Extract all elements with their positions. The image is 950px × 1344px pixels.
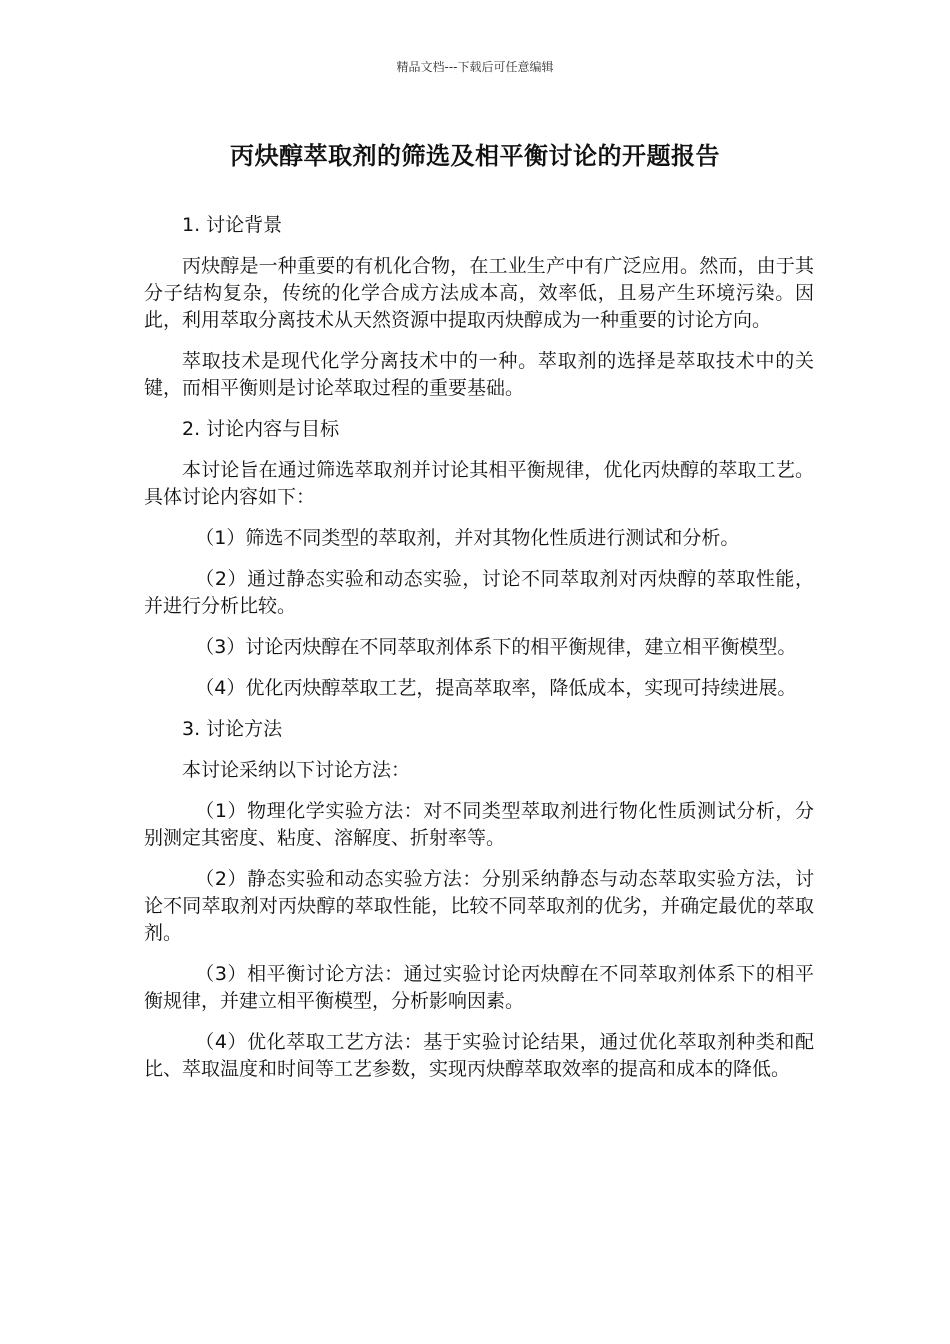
page-header: 精品文档---下载后可任意编辑 (396, 60, 554, 74)
document-title: 丙炔醇萃取剂的筛选及相平衡讨论的开题报告 (230, 142, 720, 170)
list-item: （4）优化萃取工艺方法：基于实验讨论结果，通过优化萃取剂种类和配比、萃取温度和时间等工艺参数，实现丙炔醇萃取效率的提高和成本的降低。 (144, 1031, 814, 1080)
paragraph: 萃取技术是现代化学分离技术中的一种。萃取剂的选择是萃取技术中的关键，而相平衡则是讨论萃取过程的重要基础。 (144, 350, 814, 399)
list-item: （1）筛选不同类型的萃取剂，并对其物化性质进行测试和分析。 (195, 527, 740, 549)
list-item: （2）通过静态实验和动态实验，讨论不同萃取剂对丙炔醇的萃取性能，并进行分析比较。 (144, 568, 814, 617)
paragraph: 本讨论旨在通过筛选萃取剂并讨论其相平衡规律，优化丙炔醇的萃取工艺。具体讨论内容如下： (144, 459, 814, 508)
paragraph: 丙炔醇是一种重要的有机化合物，在工业生产中有广泛应用。然而，由于其分子结构复杂，传统的化学合成方法成本高，效率低，且易产生环境污染。因此，利用萃取分离技术从天然资源中提取丙炔醇成为一种重要的讨论方向。 (144, 255, 814, 331)
list-item: （3）讨论丙炔醇在不同萃取剂体系下的相平衡规律，建立相平衡模型。 (195, 636, 797, 658)
list-item: （4）优化丙炔醇萃取工艺，提高萃取率，降低成本，实现可持续进展。 (195, 677, 797, 699)
document-body (144, 212, 814, 1097)
list-item: （3）相平衡讨论方法：通过实验讨论丙炔醇在不同萃取剂体系下的相平衡规律，并建立相平衡模型，分析影响因素。 (144, 963, 814, 1012)
paragraph: 本讨论采纳以下讨论方法： (182, 759, 411, 781)
section-heading-background: 1. 讨论背景 (182, 214, 283, 236)
list-item: （2）静态实验和动态实验方法：分别采纳静态与动态萃取实验方法，讨论不同萃取剂对丙炔醇的萃取性能，比较不同萃取剂的优劣，并确定最优的萃取剂。 (144, 868, 814, 944)
section-heading-content-goals: 2. 讨论内容与目标 (182, 418, 340, 440)
section-heading-methods: 3. 讨论方法 (182, 718, 283, 740)
list-item: （1）物理化学实验方法：对不同类型萃取剂进行物化性质测试分析，分别测定其密度、粘度、溶解度、折射率等。 (144, 800, 814, 849)
